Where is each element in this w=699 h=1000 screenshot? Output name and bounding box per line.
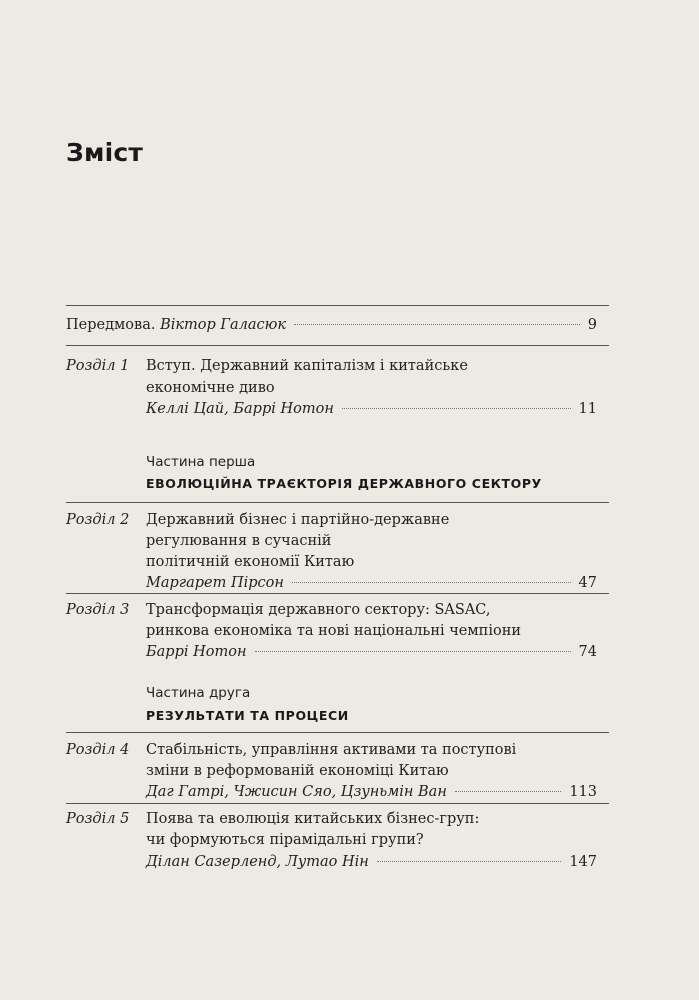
chapter-title-line[interactable]: ринкова економіка та нові національні чемпіони <box>146 623 522 639</box>
leader-dots <box>255 651 571 652</box>
chapter-authors: Ділан Сазерленд, Лутао Нін <box>146 854 369 870</box>
part-label: Частина перша <box>146 454 256 470</box>
page-number: 74 <box>578 644 597 660</box>
chapter-label: Розділ 3 <box>66 602 130 618</box>
chapter-authors: Баррі Нотон <box>146 644 247 660</box>
chapter-authors: Келлі Цай, Баррі Нотон <box>146 401 334 417</box>
section-rule <box>66 345 609 346</box>
toc-entry-chapter-5[interactable] <box>146 852 597 873</box>
chapter-authors: Маргарет Пірсон <box>146 575 284 591</box>
toc-entry-preface[interactable] <box>66 315 597 336</box>
page-number: 11 <box>578 401 597 417</box>
toc-entry-chapter-4[interactable] <box>146 782 597 803</box>
section-rule <box>66 732 609 733</box>
page-number: 113 <box>569 784 597 800</box>
section-rule <box>66 803 609 804</box>
part-label: Частина друга <box>146 685 251 701</box>
chapter-label: Розділ 5 <box>66 811 130 827</box>
chapter-title-line[interactable]: чи формуються пірамідальні групи? <box>146 832 424 848</box>
chapter-title-line[interactable]: зміни в реформованій економіці Китаю <box>146 763 449 779</box>
section-rule <box>66 502 609 503</box>
toc-entry-chapter-1[interactable] <box>146 399 597 420</box>
chapter-label: Розділ 4 <box>66 742 130 758</box>
preface-label: Передмова. <box>66 317 156 333</box>
page-number: 9 <box>587 317 597 333</box>
leader-dots <box>455 791 561 792</box>
chapter-title-line[interactable]: економічне диво <box>146 380 275 396</box>
top-rule <box>66 305 609 306</box>
page-title: Зміст <box>66 138 144 167</box>
page-number: 47 <box>578 575 597 591</box>
leader-dots <box>292 582 571 583</box>
leader-dots <box>342 408 571 409</box>
part-title: РЕЗУЛЬТАТИ ТА ПРОЦЕСИ <box>146 708 349 723</box>
chapter-title-line[interactable]: Трансформація державного сектору: SASAC, <box>146 602 491 618</box>
chapter-title-line[interactable]: Поява та еволюція китайських бізнес-груп: <box>146 811 480 827</box>
chapter-label: Розділ 2 <box>66 512 130 528</box>
section-rule <box>66 593 609 594</box>
part-title: ЕВОЛЮЦІЙНА ТРАЄКТОРІЯ ДЕРЖАВНОГО СЕКТОРУ <box>146 476 542 491</box>
chapter-label: Розділ 1 <box>66 358 130 374</box>
chapter-authors: Даг Гатрі, Чжисин Сяо, Цзуньмін Ван <box>146 784 447 800</box>
page-number: 147 <box>569 854 597 870</box>
toc-entry-chapter-3[interactable] <box>146 642 597 663</box>
leader-dots <box>294 324 580 325</box>
chapter-title-line[interactable]: Державний бізнес і партійно-державне <box>146 512 450 528</box>
preface-author: Віктор Галасюк <box>160 317 287 333</box>
chapter-title-line[interactable]: Стабільність, управління активами та поступові <box>146 742 517 758</box>
chapter-title-line[interactable]: регулювання в сучасній <box>146 533 332 549</box>
chapter-title-line[interactable]: Вступ. Державний капіталізм і китайське <box>146 358 468 374</box>
chapter-title-line[interactable]: політичній економії Китаю <box>146 554 355 570</box>
toc-entry-chapter-2[interactable] <box>146 573 597 594</box>
leader-dots <box>377 861 561 862</box>
